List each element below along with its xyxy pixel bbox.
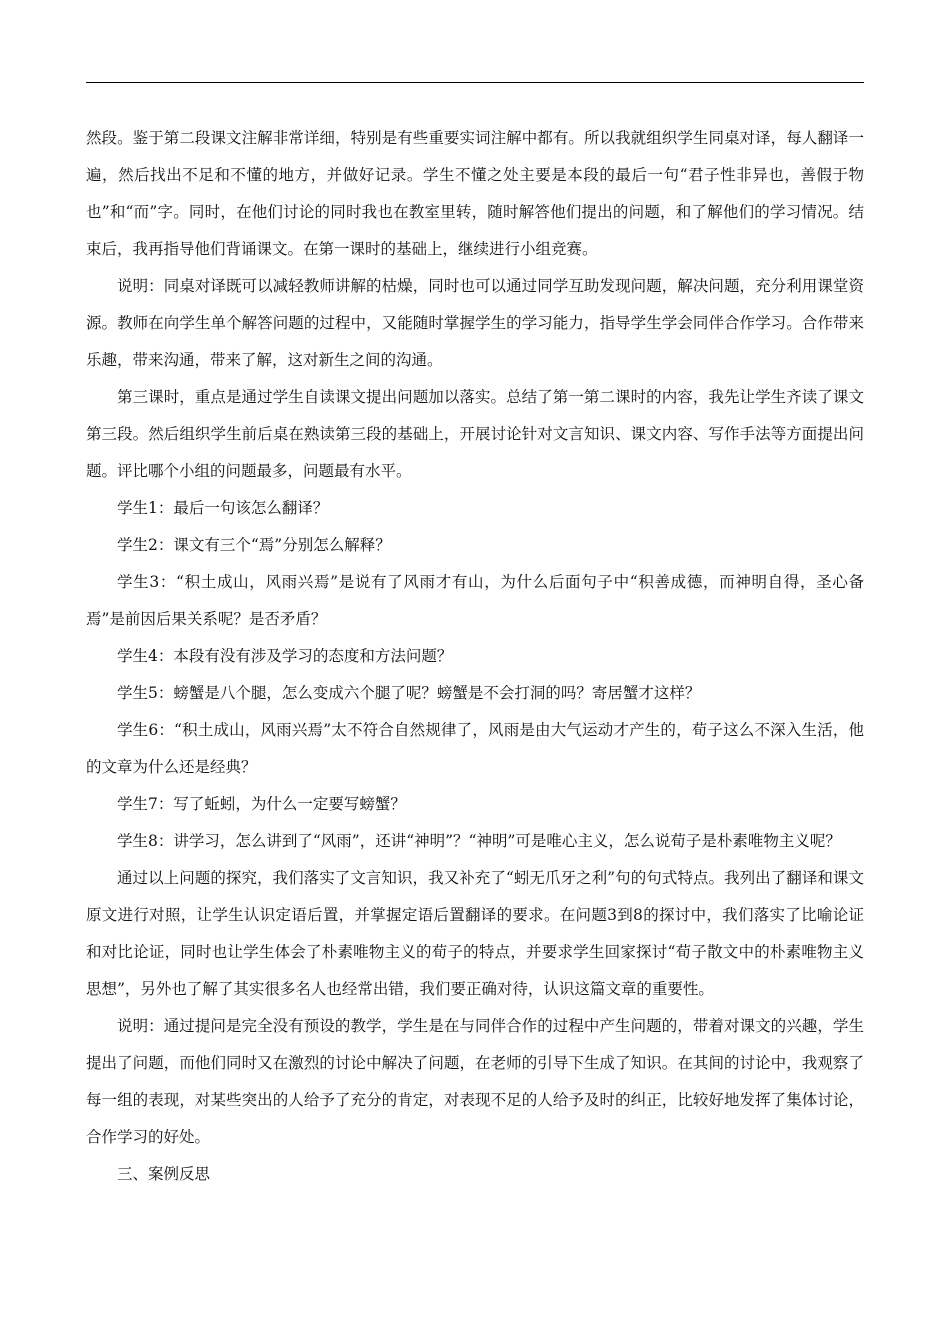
student-question-6: 学生6：“积土成山，风雨兴焉”太不符合自然规律了，风雨是由大气运动才产生的，荀子这么不深入生活，他的文章为什么还是经典？ (86, 721, 864, 776)
paragraph-third-lesson: 第三课时，重点是通过学生自读课文提出问题加以落实。总结了第一第二课时的内容，我先让学生齐读了课文第三段。然后组织学生前后桌在熟读第三段的基础上，开展讨论针对文言知识、课文内容、写作手法等方面提出问题。评比哪个小组的问题最多，问题最有水平。 (86, 388, 864, 480)
document-body (86, 120, 864, 1193)
student-question-8: 学生8：讲学习，怎么讲到了“风雨”，还讲“神明”？“神明”可是唯心主义，怎么说荀子是朴素唯物主义呢？ (117, 832, 841, 850)
paragraph-note-2: 说明：通过提问是完全没有预设的教学，学生是在与同伴合作的过程中产生问题的，带着对课文的兴趣，学生提出了问题，而他们同时又在激烈的讨论中解决了问题，在老师的引导下生成了知识。在其间的讨论中，我观察了每一组的表现，对某些突出的人给予了充分的肯定，对表现不足的人给予及时的纠正，比较好地发挥了集体讨论，合作学习的好处。 (86, 1017, 864, 1146)
student-question-1: 学生1：最后一句该怎么翻译？ (117, 499, 329, 517)
student-question-5: 学生5：螃蟹是八个腿，怎么变成六个腿了呢？螃蟹是不会打洞的吗？寄居蟹才这样？ (117, 684, 701, 702)
header-rule (86, 82, 864, 83)
section-heading-reflection: 三、案例反思 (117, 1165, 211, 1183)
student-question-7: 学生7：写了蚯蚓，为什么一定要写螃蟹？ (117, 795, 406, 813)
paragraph-continuation: 然段。鉴于第二段课文注解非常详细，特别是有些重要实词注解中都有。所以我就组织学生同桌对译，每人翻译一遍，然后找出不足和不懂的地方，并做好记录。学生不懂之处主要是本段的最后一句“君子性非异也，善假于物也”和“而”字。同时，在他们讨论的同时我也在教室里转，随时解答他们提出的问题，和了解他们的学习情况。结束后，我再指导他们背诵课文。在第一课时的基础上，继续进行小组竞赛。 (86, 129, 864, 258)
student-question-3: 学生3：“积土成山，风雨兴焉”是说有了风雨才有山，为什么后面句子中“积善成德，而神明自得，圣心备焉”是前因后果关系呢？是否矛盾？ (86, 573, 864, 628)
paragraph-exploration: 通过以上问题的探究，我们落实了文言知识，我又补充了“蚓无爪牙之利”句的句式特点。我列出了翻译和课文原文进行对照，让学生认识定语后置，并掌握定语后置翻译的要求。在问题3到8的探讨中，我们落实了比喻论证和对比论证，同时也让学生体会了朴素唯物主义的荀子的特点，并要求学生回家探讨“荀子散文中的朴素唯物主义思想”，另外也了解了其实很多名人也经常出错，我们要正确对待，认识这篇文章的重要性。 (86, 869, 864, 998)
student-question-2: 学生2：课文有三个“焉”分别怎么解释？ (117, 536, 391, 554)
student-question-4: 学生4：本段有没有涉及学习的态度和方法问题？ (117, 647, 453, 665)
paragraph-note-1: 说明：同桌对译既可以减轻教师讲解的枯燥，同时也可以通过同学互助发现问题，解决问题，充分利用课堂资源。教师在向学生单个解答问题的过程中，又能随时掌握学生的学习能力，指导学生学会同伴合作学习。合作带来乐趣，带来沟通，带来了解，这对新生之间的沟通。 (86, 277, 864, 369)
